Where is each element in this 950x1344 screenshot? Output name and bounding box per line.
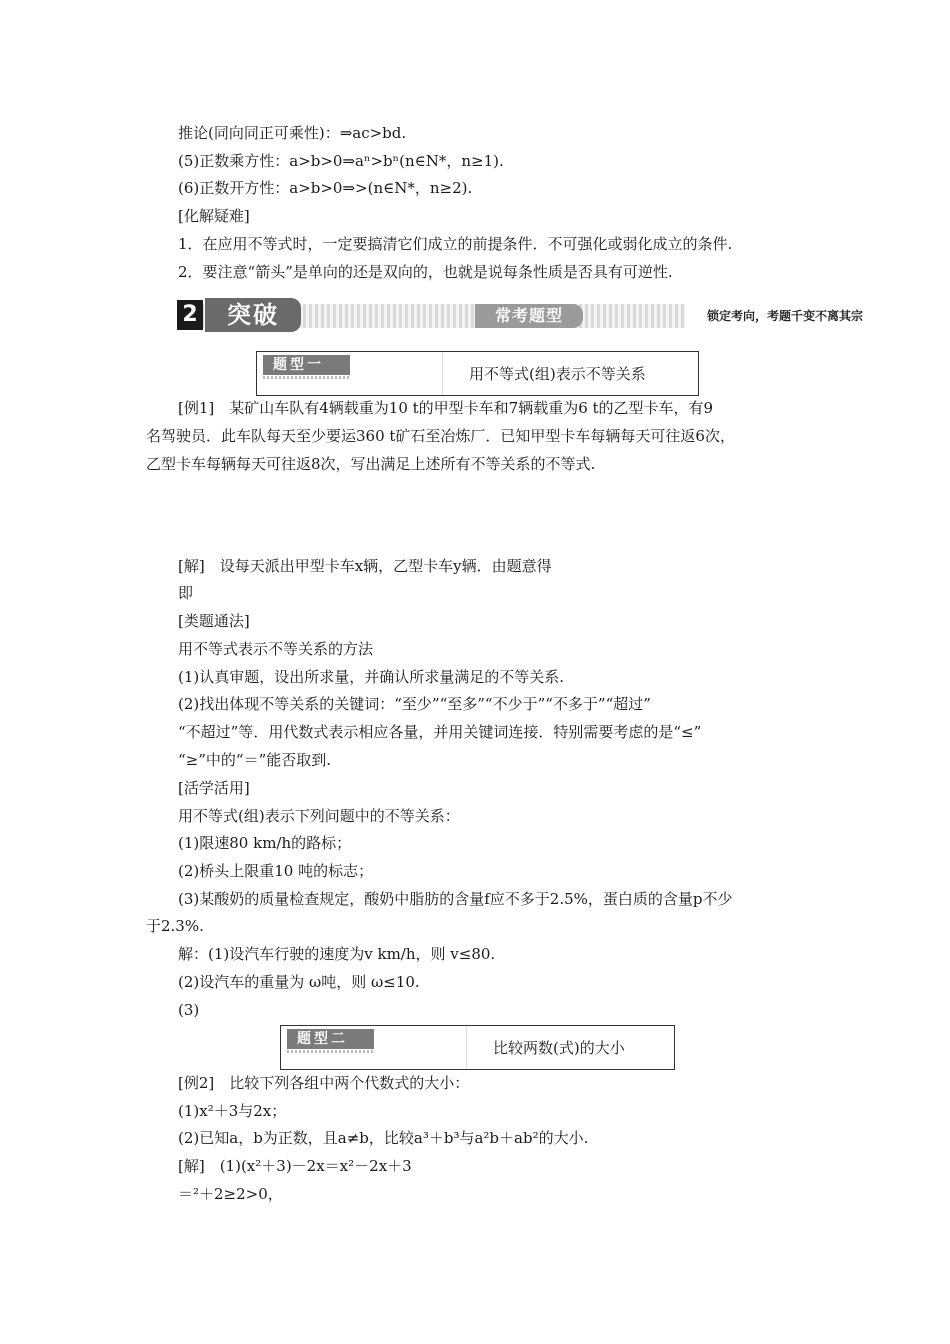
type-title: 比较两数(式)的大小 bbox=[493, 1039, 625, 1057]
text-line: [解] (1)(x²＋3)－2x＝x²－2x＋3 bbox=[178, 1157, 412, 1175]
text-line: (2)找出体现不等关系的关键词：“至少”“至多”“不少于”“不多于”“超过” bbox=[178, 695, 651, 713]
text-line: [化解疑难] bbox=[178, 207, 250, 225]
text-line: 于2.3%. bbox=[146, 917, 204, 935]
text-line: 用不等式表示不等关系的方法 bbox=[178, 640, 374, 658]
text-line: 即 bbox=[178, 584, 194, 602]
text-line: [例2] 比较下列各组中两个代数式的大小： bbox=[178, 1074, 470, 1092]
text-line: (2)设汽车的重量为 ω吨，则 ω≤10. bbox=[178, 973, 420, 991]
text-line: 1．在应用不等式时，一定要搞清它们成立的前提条件．不可强化或弱化成立的条件. bbox=[178, 235, 733, 253]
text-line: (2)已知a，b为正数，且a≠b，比较a³＋b³与a²b＋ab²的大小. bbox=[178, 1129, 589, 1147]
text-line: (6)正数开方性：a>b>0⇒>(n∈N*，n≥2). bbox=[178, 179, 473, 197]
text-line: 名驾驶员．此车队每天至少要运360 t矿石至冶炼厂．已知甲型卡车每辆每天可往返6次， bbox=[146, 427, 735, 445]
section-number: 2 bbox=[177, 300, 203, 330]
section-title: 突破 bbox=[205, 298, 301, 332]
text-line: (3) bbox=[178, 1001, 200, 1019]
text-line: “≥”中的“＝”能否取到. bbox=[178, 751, 332, 769]
text-line: 推论(同向同正可乘性)：⇒ac>bd. bbox=[178, 124, 407, 142]
text-line: (1)x²＋3与2x； bbox=[178, 1102, 287, 1120]
text-line: 乙型卡车每辆每天可往返8次，写出满足上述所有不等关系的不等式. bbox=[146, 455, 596, 473]
section-slogan: 锁定考向，考题千变不离其宗 bbox=[685, 304, 885, 328]
text-line: (2)桥头上限重10 吨的标志； bbox=[178, 862, 374, 880]
type-title: 用不等式(组)表示不等关系 bbox=[469, 365, 646, 383]
text-line: 2．要注意“箭头”是单向的还是双向的，也就是说每条性质是否具有可逆性. bbox=[178, 263, 673, 281]
text-line: [例1] 某矿山车队有4辆载重为10 t的甲型卡车和7辆载重为6 t的乙型卡车，有9 bbox=[178, 399, 714, 417]
text-line: (1)限速80 km/h的路标； bbox=[178, 834, 352, 852]
type-box-2 bbox=[280, 1025, 675, 1070]
type-label: 题型一 bbox=[263, 355, 350, 375]
section-banner bbox=[177, 296, 863, 334]
text-line: 用不等式(组)表示下列问题中的不等关系： bbox=[178, 807, 460, 825]
type-label: 题型二 bbox=[287, 1029, 374, 1049]
text-line: 解：(1)设汽车行驶的速度为v km/h，则 v≤80. bbox=[178, 945, 496, 963]
text-line: [类题通法] bbox=[178, 612, 250, 630]
type-box-1 bbox=[256, 351, 699, 396]
divider bbox=[442, 352, 443, 395]
text-line: (5)正数乘方性：a>b>0⇒aⁿ>bⁿ(n∈N*，n≥1). bbox=[178, 152, 504, 170]
text-line: (3)某酸奶的质量检查规定，酸奶中脂肪的含量f应不多于2.5%，蛋白质的含量p不少 bbox=[178, 890, 733, 908]
section-subtitle: 常考题型 bbox=[475, 304, 583, 328]
text-line: “不超过”等．用代数式表示相应各量，并用关键词连接．特别需要考虑的是“≤” bbox=[178, 723, 702, 741]
text-line: [解] 设每天派出甲型卡车x辆，乙型卡车y辆．由题意得 bbox=[178, 557, 552, 575]
text-line: [活学活用] bbox=[178, 779, 250, 797]
text-line: ＝²＋2≥2>0， bbox=[178, 1185, 283, 1203]
text-line: (1)认真审题，设出所求量，并确认所求量满足的不等关系. bbox=[178, 668, 565, 686]
divider bbox=[466, 1026, 467, 1069]
